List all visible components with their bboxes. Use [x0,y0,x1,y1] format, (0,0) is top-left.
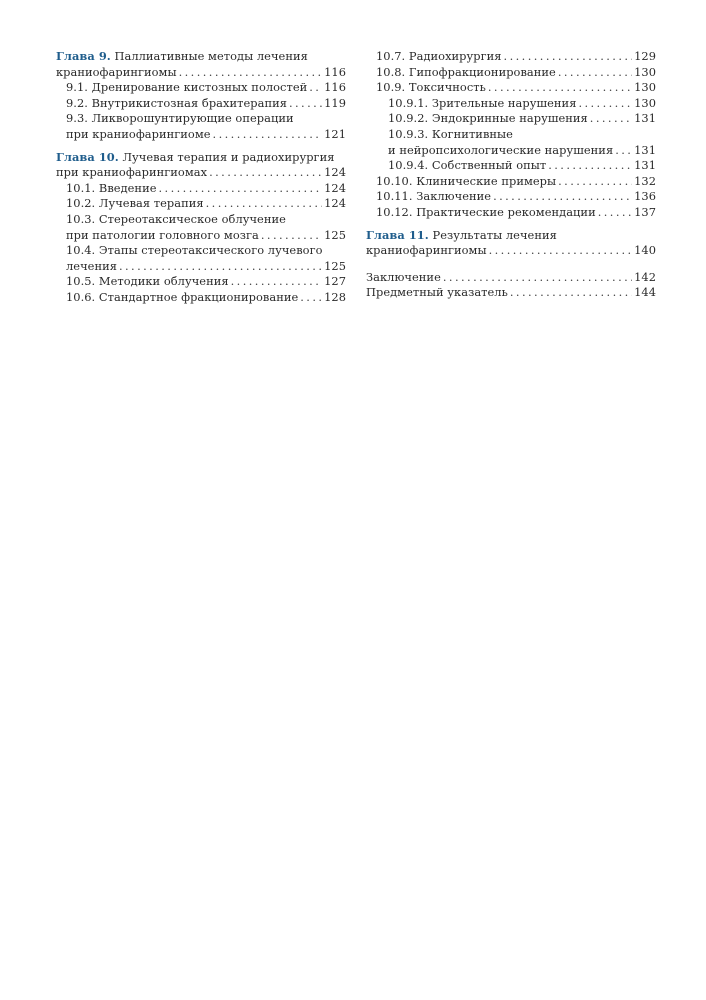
page-number: 136 [634,189,656,204]
page-number: 124 [324,180,346,195]
page-number: 124 [324,165,346,180]
page-number: 131 [634,142,656,157]
toc-entry-text: Заключение [366,269,441,284]
dot-leader [489,243,633,259]
dot-leader [261,228,322,244]
toc-entry-text: 10.4. Этапы стереотаксического лучевого [66,243,323,258]
dot-leader [488,80,632,96]
toc-entry-text: краниофарингиомы [366,243,487,258]
toc-entry-text: 10.3. Стереотаксическое облучение [66,211,286,226]
page-number: 132 [634,173,656,188]
page-number: 124 [324,196,346,211]
dot-leader [493,189,632,205]
page-number: 144 [634,285,656,300]
page-number: 140 [634,243,656,258]
toc-section-entry[interactable] [56,111,346,142]
toc-entry-text: 10.6. Стандартное фракционирование [66,289,299,304]
dot-leader [119,259,322,275]
toc-chapter-entry[interactable] [56,49,346,80]
toc-section-entry[interactable] [366,285,656,301]
toc-chapter-entry[interactable] [56,150,346,181]
page-number: 130 [634,95,656,110]
toc-entry-text: лечения [66,258,117,273]
dot-leader [289,96,322,112]
toc-section-entry[interactable] [366,65,656,81]
page-number: 142 [634,269,656,284]
toc-entry-text: 10.9.3. Когнитивные [388,126,513,141]
toc-entry-text: 10.8. Гипофракционирование [376,64,556,79]
toc-entry-text: 9.1. Дренирование кистозных полостей [66,80,308,95]
page-number: 125 [324,258,346,273]
toc-entry-text: Предметный указатель [366,285,508,300]
toc-entry-text: 10.2. Лучевая терапия [66,196,204,211]
toc-entry-text: при патологии головного мозга [66,227,259,242]
page-number: 116 [324,64,346,79]
toc-entry-text: 10.11. Заключение [376,189,492,204]
toc-section-entry[interactable] [366,205,656,221]
toc-entry-text: 10.12. Практические рекомендации [376,204,596,219]
chapter-label: Глава 9. [56,49,111,63]
toc-entry-text: 10.10. Клинические примеры [376,173,557,188]
toc-entry-text: 10.5. Методики облучения [66,274,229,289]
toc-section-entry[interactable] [56,274,346,290]
toc-section-entry[interactable] [56,243,346,274]
page-number: 129 [634,49,656,63]
page-number: 127 [324,274,346,289]
toc-section-entry[interactable] [366,189,656,205]
toc-section-entry[interactable] [366,80,656,96]
toc-section-entry[interactable] [366,49,656,65]
dot-leader [598,205,632,221]
toc-section-entry[interactable] [56,212,346,243]
toc-entry-text: Результаты лечения [432,227,557,242]
toc-entry-text: при краниофарингиомах [56,165,208,180]
toc-section-entry[interactable] [56,196,346,212]
dot-leader [504,49,633,65]
page-number: 119 [324,95,346,110]
toc-section-entry[interactable] [366,158,656,174]
dot-leader [510,285,632,301]
toc-entry-text: 9.3. Ликворошунтирующие операции [66,111,294,126]
dot-leader [615,143,632,159]
toc-entry-text: Паллиативные методы лечения [114,49,308,63]
page-number: 121 [324,126,346,141]
page-number: 128 [324,289,346,304]
toc-entry-text: Лучевая терапия и радиохирургия [122,149,335,164]
dot-leader [206,196,322,212]
toc-section-entry[interactable] [366,111,656,127]
dot-leader [558,174,632,190]
page-number: 131 [634,158,656,173]
toc-entry-text: 9.2. Внутрикистозная брахитерапия [66,95,287,110]
toc-left-column [56,49,346,306]
chapter-label: Глава 11. [366,227,429,242]
toc-entry-text: 10.1. Введение [66,180,157,195]
toc-section-entry[interactable] [366,174,656,190]
toc-entry-text: 10.9.2. Эндокринные нарушения [388,111,588,126]
dot-leader [209,165,322,181]
toc-section-entry[interactable] [366,96,656,112]
page-number: 116 [324,80,346,95]
dot-leader [590,111,632,127]
dot-leader [179,65,323,81]
page-number: 125 [324,227,346,242]
dot-leader [309,80,322,96]
toc-right-column [366,49,656,301]
toc-section-entry[interactable] [56,290,346,306]
dot-leader [231,274,322,290]
page-number: 130 [634,64,656,79]
dot-leader [558,65,632,81]
toc-gap [56,143,346,150]
page-number: 131 [634,111,656,126]
toc-entry-text: 10.9. Токсичность [376,80,486,95]
dot-leader [548,158,632,174]
toc-section-entry[interactable] [366,127,656,158]
toc-entry-text: при краниофарингиоме [66,126,211,141]
toc-entry-text: краниофарингиомы [56,64,177,79]
dot-leader [159,181,323,197]
toc-entry-text: 10.9.4. Собственный опыт [388,158,547,173]
toc-entry-text: и нейропсихологические нарушения [388,142,614,157]
toc-gap [366,221,656,228]
toc-section-entry[interactable] [56,181,346,197]
toc-entry-text: 10.7. Радиохирургия [376,49,502,63]
toc-section-entry[interactable] [56,80,346,96]
chapter-label: Глава 10. [56,149,119,164]
toc-entry-text: 10.9.1. Зрительные нарушения [388,95,577,110]
dot-leader [578,96,632,112]
toc-gap [366,259,656,270]
dot-leader [213,127,323,143]
toc-section-entry[interactable] [366,270,656,286]
toc-chapter-entry[interactable] [366,228,656,259]
dot-leader [443,270,632,286]
toc-section-entry[interactable] [56,96,346,112]
page-number: 137 [634,204,656,219]
dot-leader [300,290,322,306]
page-number: 130 [634,80,656,95]
